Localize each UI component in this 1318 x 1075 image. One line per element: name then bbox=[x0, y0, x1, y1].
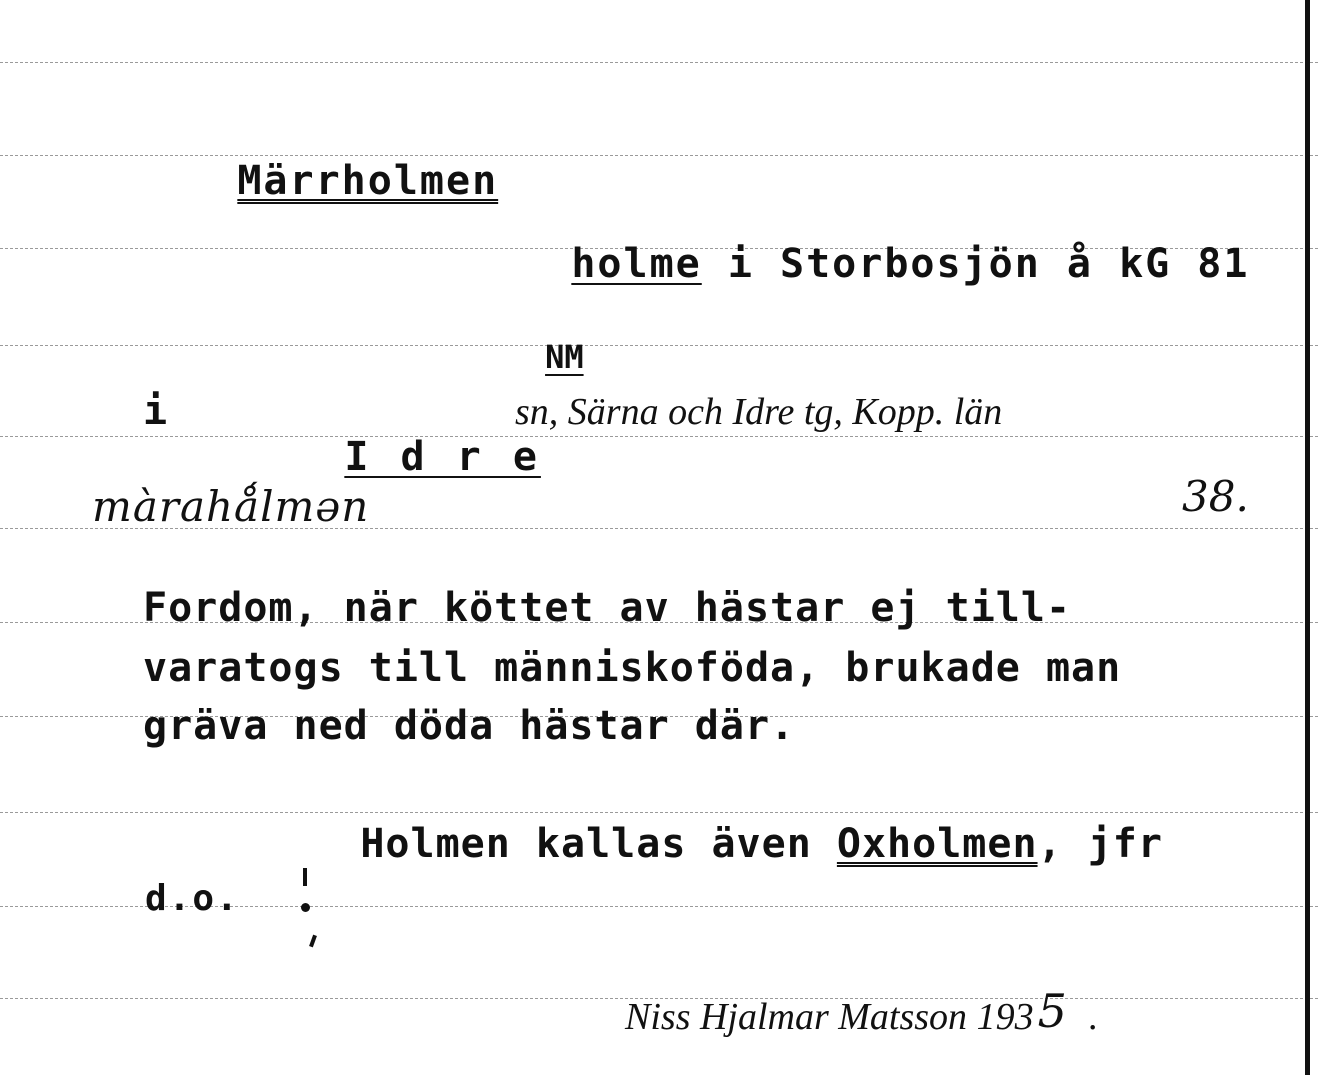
headword bbox=[133, 112, 498, 250]
body-line-2: varatogs till människoföda, brukade man bbox=[143, 645, 1122, 691]
body-line-3: gräva ned döda hästar där. bbox=[143, 703, 796, 749]
pronunciation-handwritten: màrahǻlmən bbox=[92, 482, 370, 531]
ruled-line bbox=[0, 62, 1318, 63]
parish-name-text: I d r e bbox=[344, 434, 541, 480]
hand-dot bbox=[301, 903, 310, 912]
informant-signature bbox=[587, 942, 1098, 1075]
ditto-mark: d.o. bbox=[145, 878, 240, 919]
parish-prefix: i bbox=[143, 388, 198, 434]
ruled-line bbox=[0, 345, 1318, 346]
see-also-lead: Holmen kallas även bbox=[360, 821, 837, 867]
entry-number: 38. bbox=[1182, 472, 1249, 521]
ruled-line bbox=[0, 436, 1318, 437]
body-line-1: Fordom, när köttet av hästar ej till- bbox=[143, 585, 1072, 631]
parish-admin: sn, Särna och Idre tg, Kopp. län bbox=[515, 391, 1003, 433]
description-location: i Storbosjön å kG 81 bbox=[701, 241, 1250, 287]
description-type: holme bbox=[571, 241, 702, 287]
informant-name: Niss Hjalmar Matsson bbox=[625, 996, 968, 1038]
card-edge bbox=[1305, 0, 1310, 1075]
description-line bbox=[467, 195, 1249, 333]
informant-period: . bbox=[1088, 996, 1099, 1038]
see-also-name: Oxholmen bbox=[836, 821, 1038, 867]
informant-year-prefix: 193 bbox=[976, 996, 1034, 1038]
hand-stroke bbox=[303, 868, 307, 886]
see-also-tail: , jfr bbox=[1037, 821, 1163, 867]
see-also-line bbox=[260, 775, 1163, 913]
hand-stroke bbox=[309, 935, 317, 948]
informant-year-digit: 5 bbox=[1037, 984, 1067, 1038]
headword-text: Märrholmen bbox=[237, 158, 499, 204]
category-code-text: NM bbox=[545, 338, 584, 376]
